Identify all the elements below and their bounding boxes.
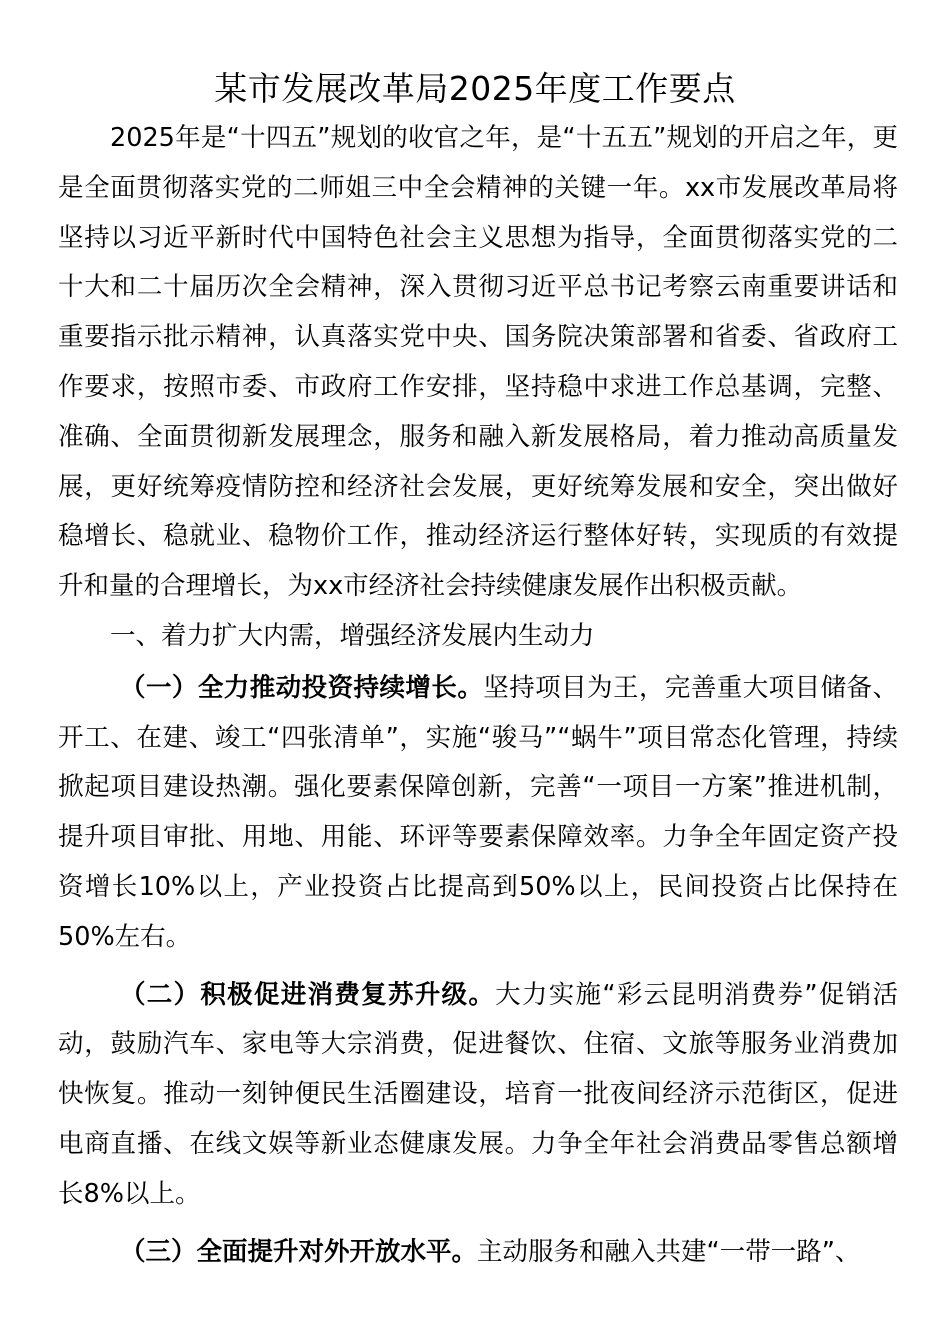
intro-paragraph: 2025年是“十四五”规划的收官之年，是“十五五”规划的开启之年，更是全面贯彻落实党的二师姐三中全会精神的关键一年。xx市发展改革局将坚持以习近平新时代中国特色社会主义思想为指导，全面贯彻落实党的二十大和二十届历次全会精神，深入贯彻习近平总书记考察云南重要讲话和重要指示批示精神，认真落实党中央、国务院决策部署和省委、省政府工作要求，按照市委、市政府工作安排，坚持稳中求进工作总基调，完整、准确、全面贯彻新发展理念，服务和融入新发展格局，着力推动高质量发展，更好统筹疫情防控和经济社会发展，更好统筹发展和安全，突出做好稳增长、稳就业、稳物价工作，推动经济运行整体好转，实现质的有效提升和量的合理增长，为xx市经济社会持续健康发展作出积极贡献。: [58, 123, 898, 602]
item-1-text: 坚持项目为王，完善重大项目储备、开工、在建、竣工“四张清单”，实施“骏马”“蜗牛”项目常态化管理，持续掀起项目建设热潮。强化要素保障创新，完善“一项目一方案”推进机制，提升项目审批、用地、用能、环评等要素保障效率。力争全年固定资产投资增长10%以上，产业投资占比提高到50%以上，民间投资占比保持在50%左右。: [58, 672, 898, 952]
section-1-heading: 一、着力扩大内需，增强经济发展内生动力: [110, 620, 595, 651]
item-3-heading: （三）全面提升对外开放水平。: [120, 1236, 478, 1267]
document-title: 某市发展改革局2025年度工作要点: [214, 69, 736, 108]
item-2-heading: （二）积极促进消费复苏升级。: [120, 979, 496, 1010]
item-1-paragraph: [58, 664, 898, 963]
item-3-text: 主动服务和融入共建“一带一路”、: [477, 1236, 861, 1267]
document-body: [58, 114, 898, 1277]
item-3-paragraph: [58, 1228, 898, 1278]
item-1-heading: （一）全力推动投资持续增长。: [120, 672, 484, 703]
item-2-text: 大力实施“彩云昆明消费券”促销活动，鼓励汽车、家电等大宗消费，促进餐饮、住宿、文旅等服务业消费加快恢复。推动一刻钟便民生活圈建设，培育一批夜间经济示范街区，促进电商直播、在线文娱等新业态健康发展。力争全年社会消费品零售总额增长8%以上。: [58, 979, 898, 1209]
item-2-paragraph: [58, 971, 898, 1220]
